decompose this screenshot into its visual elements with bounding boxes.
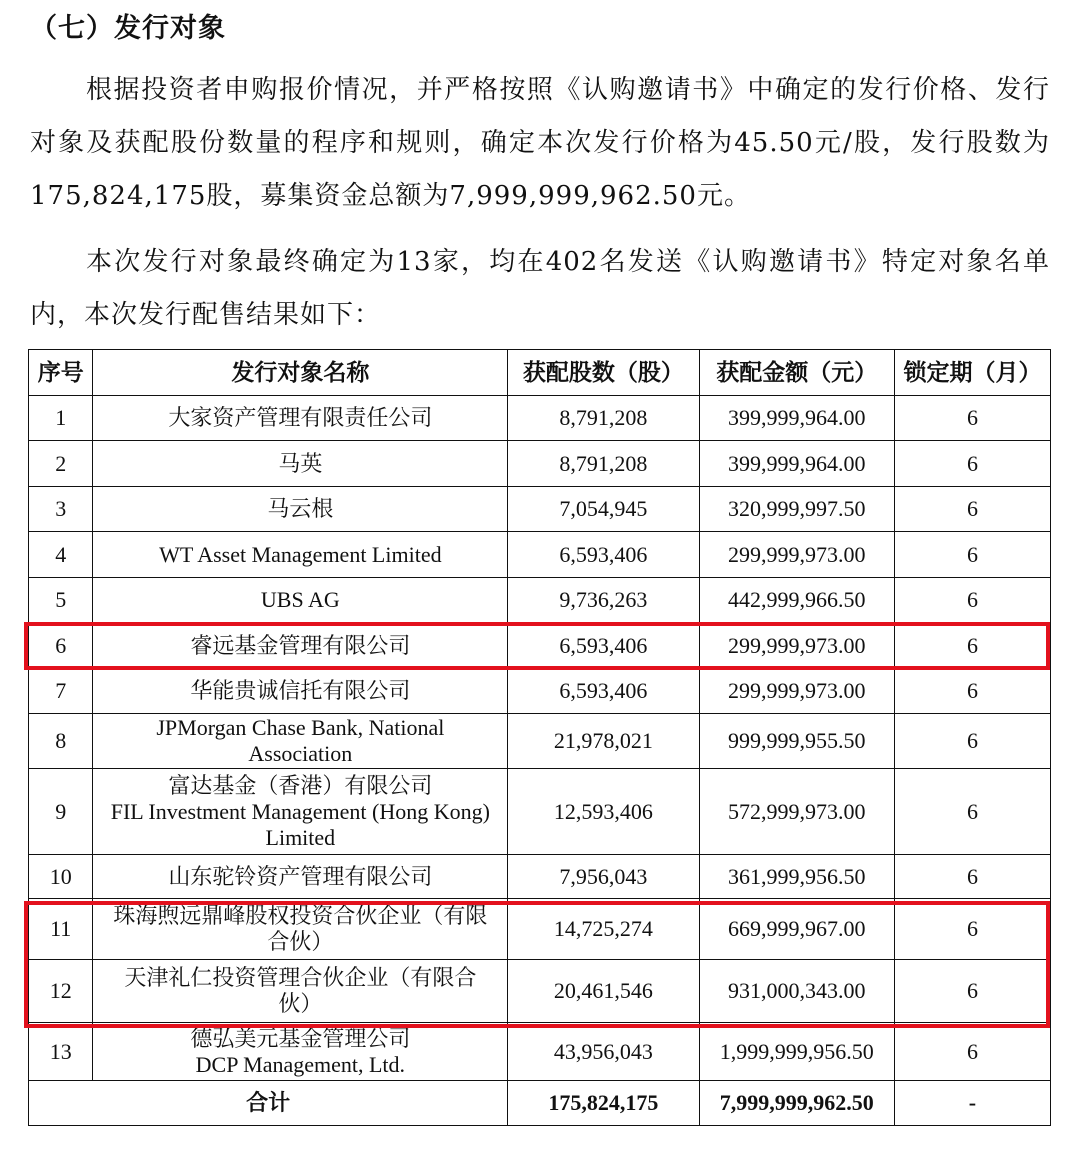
header-amount: 获配金额（元） [699,350,894,396]
header-shares: 获配股数（股） [508,350,699,396]
row-name-line: 富达基金（香港）有限公司 [168,772,433,798]
row-name-line: Limited [265,824,336,850]
row-shares: 6,593,406 [508,623,699,669]
row-no: 3 [29,487,93,532]
row-name [93,714,508,769]
row-no: 4 [29,532,93,578]
allocation-rows [29,396,1051,1081]
table-row [29,960,1051,1023]
row-shares: 7,054,945 [508,487,699,532]
row-shares: 43,956,043 [508,1023,699,1081]
table-row [29,396,1051,441]
row-no: 13 [29,1023,93,1081]
section-title: （七）发行对象 [30,13,226,44]
row-amount: 299,999,973.00 [699,532,894,578]
row-name: 马云根 [93,487,508,532]
row-lockup: 6 [894,487,1050,532]
row-amount: 931,000,343.00 [699,960,894,1023]
row-name-line: 珠海煦远鼎峰股权投资合伙企业（有限 [113,903,488,928]
row-name: WT Asset Management Limited [93,532,508,578]
table-row [29,714,1051,769]
row-name-line: DCP Management, Ltd. [195,1051,406,1077]
paragraph-issue-summary: 根据投资者申购报价情况，并严格按照《认购邀请书》中确定的发行价格、发行对象及获配股份数量的程序和规则，确定本次发行价格为45.50元/股，发行股数为175,824,175股，募集资金总额为7,999,999,962.50元。 [30,75,1050,211]
table-row [29,669,1051,714]
row-shares: 12,593,406 [508,769,699,855]
row-no: 7 [29,669,93,714]
table-row [29,769,1051,855]
header-no: 序号 [29,350,93,396]
table-row [29,578,1051,623]
row-name-line: Association [248,741,353,766]
allocation-table [28,349,1051,1126]
row-amount: 299,999,973.00 [699,623,894,669]
row-shares: 9,736,263 [508,578,699,623]
row-name: UBS AG [93,578,508,623]
row-lockup: 6 [894,769,1050,855]
row-lockup: 6 [894,714,1050,769]
row-lockup: 6 [894,855,1050,899]
row-shares: 20,461,546 [508,960,699,1023]
row-lockup: 6 [894,669,1050,714]
row-lockup: 6 [894,396,1050,441]
row-name: 山东驼铃资产管理有限公司 [93,855,508,899]
row-name-line: 天津礼仁投资管理合伙企业（有限合 [124,965,477,990]
row-shares: 7,956,043 [508,855,699,899]
total-shares: 175,824,175 [508,1081,699,1126]
row-lockup: 6 [894,532,1050,578]
table-row [29,623,1051,669]
row-amount: 669,999,967.00 [699,899,894,960]
row-no: 1 [29,396,93,441]
row-lockup: 6 [894,899,1050,960]
paragraph-allocation-intro: 本次发行对象最终确定为13家，均在402名发送《认购邀请书》特定对象名单内，本次发行配售结果如下： [30,247,1050,330]
row-amount: 320,999,997.50 [699,487,894,532]
row-no: 10 [29,855,93,899]
row-amount: 1,999,999,956.50 [699,1023,894,1081]
row-shares: 6,593,406 [508,669,699,714]
row-name-line: 伙） [278,991,323,1016]
row-name [93,769,508,855]
row-shares: 8,791,208 [508,441,699,487]
row-name: 睿远基金管理有限公司 [93,623,508,669]
row-no: 5 [29,578,93,623]
total-label: 合计 [29,1081,508,1126]
table-row [29,1023,1051,1081]
row-amount: 399,999,964.00 [699,441,894,487]
row-no: 11 [29,899,93,960]
table-row [29,855,1051,899]
row-lockup: 6 [894,578,1050,623]
row-name-line: JPMorgan Chase Bank, National [156,715,445,740]
table-row [29,532,1051,578]
row-amount: 361,999,956.50 [699,855,894,899]
row-no: 12 [29,960,93,1023]
row-shares: 8,791,208 [508,396,699,441]
row-shares: 21,978,021 [508,714,699,769]
header-name: 发行对象名称 [93,350,508,396]
table-row [29,899,1051,960]
row-no: 8 [29,714,93,769]
total-lockup: - [894,1081,1050,1126]
row-amount: 999,999,955.50 [699,714,894,769]
row-name [93,1023,508,1081]
row-lockup: 6 [894,1023,1050,1081]
row-shares: 6,593,406 [508,532,699,578]
table-row [29,441,1051,487]
row-name-line: 德弘美元基金管理公司 [190,1025,411,1051]
row-amount: 399,999,964.00 [699,396,894,441]
row-amount: 572,999,973.00 [699,769,894,855]
total-row [29,1081,1051,1126]
row-name [93,960,508,1023]
row-shares: 14,725,274 [508,899,699,960]
row-amount: 299,999,973.00 [699,669,894,714]
row-lockup: 6 [894,441,1050,487]
row-lockup: 6 [894,623,1050,669]
header-lockup: 锁定期（月） [894,350,1050,396]
table-header-row [29,350,1051,396]
row-no: 9 [29,769,93,855]
row-lockup: 6 [894,960,1050,1023]
row-name [93,899,508,960]
row-name: 马英 [93,441,508,487]
row-name: 华能贵诚信托有限公司 [93,669,508,714]
total-amount: 7,999,999,962.50 [699,1081,894,1126]
row-name-line: FIL Investment Management (Hong Kong) [110,798,490,824]
row-amount: 442,999,966.50 [699,578,894,623]
row-no: 2 [29,441,93,487]
row-name-line: 合伙） [267,929,334,954]
row-name: 大家资产管理有限责任公司 [93,396,508,441]
row-no: 6 [29,623,93,669]
table-row [29,487,1051,532]
